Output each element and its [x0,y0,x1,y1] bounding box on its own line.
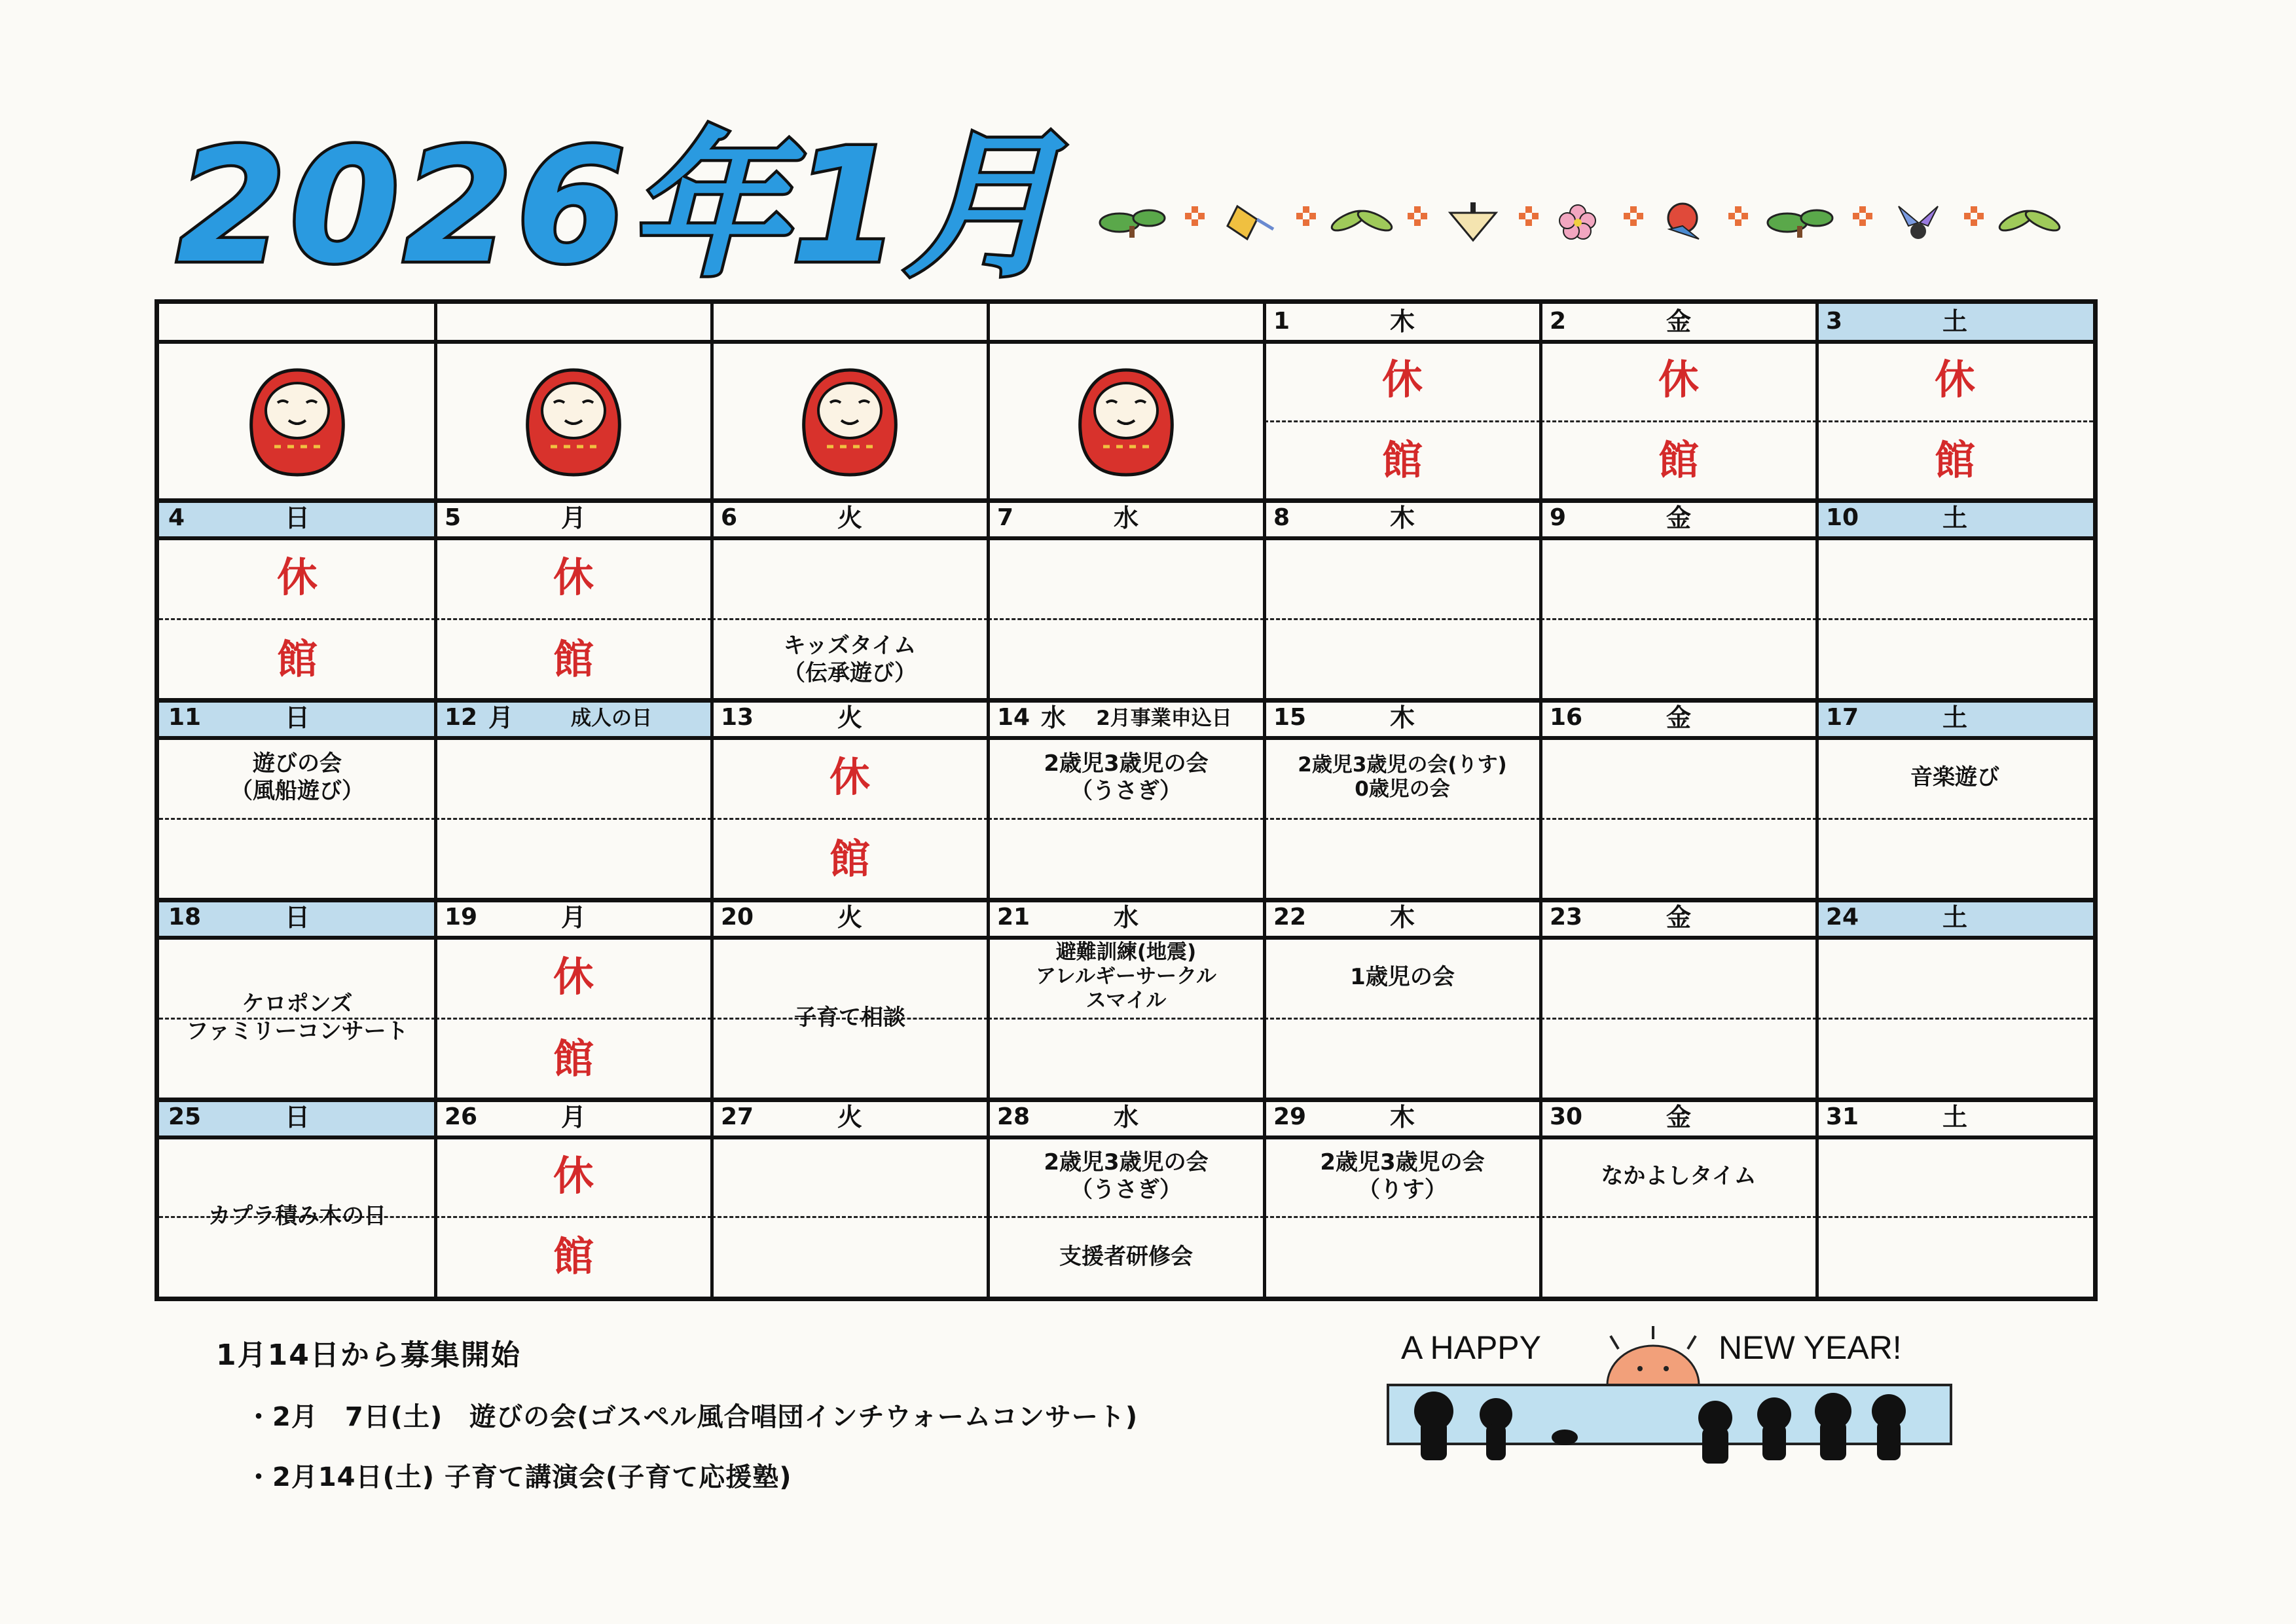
notes-item: ・2月 7日(土) 遊びの会(ゴスペル風合唱団インチウォームコンサート) [246,1402,1139,1432]
day-number: 10 [1826,504,1859,531]
day-number: 14 [997,704,1030,731]
day-of-week: 日 [284,504,310,532]
day-header [712,900,988,940]
day-number: 20 [721,904,754,931]
week-separator [159,698,2093,703]
notes-item: ・2月14日(土) 子育て講演会(子育て応援塾) [246,1462,792,1492]
cell-divider [988,1216,1264,1218]
event-text: 音楽遊び [1910,764,1999,790]
closed-glyph-top: 休 [829,752,870,801]
day-number: 31 [1826,1103,1859,1130]
day-of-week: 土 [1942,903,1967,932]
week-separator [159,498,2093,503]
day-note: 2月事業申込日 [1096,707,1232,730]
cell-divider [435,1018,712,1020]
week-separator [159,898,2093,902]
day-header [712,500,988,540]
event-text: 2歳児3歳児の会 （うさぎ） [1044,1149,1209,1203]
day-header [1817,700,2093,740]
plum-blossom-icon [1559,205,1595,239]
cell-divider [1264,1216,1540,1218]
new-year-ornament-row [1093,193,2088,246]
day-header [1817,900,2093,940]
day-of-week: 火 [837,504,862,532]
lion-dance-icon [1668,204,1699,239]
day-header [159,304,435,344]
cell-divider [435,618,712,620]
day-number: 5 [445,504,462,531]
cell-divider [1817,420,2093,422]
cell-divider [1264,818,1540,820]
cell-divider [159,818,435,820]
day-cell [712,304,988,500]
cell-divider [1540,618,1817,620]
day-header [159,900,435,940]
day-of-week: 水 [1040,703,1066,732]
day-of-week: 水 [1113,1103,1139,1132]
day-cell [1817,700,2093,900]
day-of-week: 木 [1389,1103,1415,1132]
day-cell [1540,1099,1817,1297]
day-cell [1264,700,1540,900]
day-header [159,1099,435,1139]
day-header [1540,1099,1817,1139]
day-of-week: 日 [284,1103,310,1132]
day-number: 28 [997,1103,1030,1130]
event-text: ケロポンズ ファミリーコンサート [186,991,409,1044]
day-cell [1817,304,2093,500]
closed-glyph-bottom: 館 [276,635,318,683]
day-header [435,700,712,740]
day-cell [159,900,435,1099]
cell-divider [1540,818,1817,820]
day-header [1540,304,1817,344]
day-number: 22 [1273,904,1307,931]
day-number: 2 [1550,308,1567,335]
day-header [712,304,988,344]
day-cell [712,500,988,700]
day-of-week: 金 [1666,307,1691,336]
day-of-week: 火 [837,703,862,732]
day-cell [1817,1099,2093,1297]
day-of-week: 木 [1389,903,1415,932]
day-of-week: 月 [488,703,513,732]
happy-new-year-illustration [1375,1323,1964,1493]
pine-icon [1100,210,1165,238]
event-text: カプラ積み木の日 [208,1203,386,1229]
day-number: 7 [997,504,1014,531]
event-text: 避難訓練(地震) アレルギーサークル スマイル [1035,940,1217,1012]
cell-divider [1540,420,1817,422]
day-of-week: 水 [1113,504,1139,532]
closed-glyph-top: 休 [553,1151,594,1200]
day-header [159,500,435,540]
daruma-icon [1070,365,1182,479]
day-of-week: 火 [837,1103,862,1132]
day-header [435,304,712,344]
column-separator [434,304,437,1297]
sunrise-icon [1607,1326,1699,1385]
day-number: 18 [168,904,202,931]
day-cell [1817,500,2093,700]
day-number: 16 [1550,704,1583,731]
event-text: キッズタイム （伝承遊び） [783,632,917,686]
day-number: 4 [168,504,185,531]
event-text: 遊びの会 （風船遊び） [230,750,364,804]
cell-divider [712,1216,988,1218]
day-of-week: 日 [284,903,310,932]
day-cell [159,1099,435,1297]
closed-glyph-top: 休 [276,553,318,601]
calendar-grid [155,299,2098,1301]
day-number: 21 [997,904,1030,931]
day-number: 12 [445,704,478,731]
day-number: 30 [1550,1103,1583,1130]
closed-glyph-bottom: 館 [553,1034,594,1082]
day-header [1264,304,1540,344]
day-number: 6 [721,504,738,531]
bamboo-leaf-icon [1329,207,1394,234]
cell-divider [159,618,435,620]
day-of-week: 日 [284,703,310,732]
cell-divider [1817,618,2093,620]
day-header [1264,1099,1540,1139]
closed-glyph-bottom: 館 [1934,435,1975,484]
day-number: 3 [1826,308,1843,335]
day-cell [988,900,1264,1099]
closed-glyph-top: 休 [553,952,594,1001]
day-cell [988,700,1264,900]
cell-divider [1264,1018,1540,1020]
day-number: 29 [1273,1103,1307,1130]
day-number: 24 [1826,904,1859,931]
day-cell [435,500,712,700]
day-cell [712,1099,988,1297]
day-cell [435,700,712,900]
day-cell [1540,500,1817,700]
day-number: 25 [168,1103,202,1130]
day-cell [712,700,988,900]
event-text: 2歳児3歳児の会 （りす） [1320,1149,1485,1203]
column-separator [987,304,990,1297]
closed-glyph-bottom: 館 [1658,435,1699,484]
day-header [1817,304,2093,344]
day-header [988,900,1264,940]
day-header [988,1099,1264,1139]
column-separator [1815,304,1819,1297]
day-cell [1264,1099,1540,1297]
day-of-week: 土 [1942,307,1967,336]
cell-divider [435,1216,712,1218]
cell-divider [988,1018,1264,1020]
day-of-week: 土 [1942,504,1967,532]
day-header [1264,900,1540,940]
day-header [988,700,1264,740]
day-header [1264,700,1540,740]
day-cell [988,304,1264,500]
closed-glyph-top: 休 [553,553,594,601]
day-header [988,500,1264,540]
day-of-week: 木 [1389,504,1415,532]
notes-heading: 1月14日から募集開始 [216,1338,521,1372]
day-cell [712,900,988,1099]
day-header [1540,700,1817,740]
day-note: 成人の日 [571,707,652,730]
closed-glyph-top: 休 [1381,356,1423,404]
day-header [712,700,988,740]
event-text: 2歳児3歳児の会 （うさぎ） [1044,750,1209,804]
day-of-week: 金 [1666,504,1691,532]
day-cell [159,304,435,500]
day-of-week: 月 [560,903,586,932]
closed-glyph-top: 休 [1658,356,1699,404]
day-header [435,1099,712,1139]
day-number: 1 [1273,308,1290,335]
day-cell [1540,304,1817,500]
column-separator [1263,304,1266,1297]
cell-divider [1540,1018,1817,1020]
day-number: 13 [721,704,754,731]
day-header [159,700,435,740]
daruma-icon [794,365,905,479]
daruma-icon [518,365,629,479]
day-cell [1540,700,1817,900]
day-of-week: 月 [560,1103,586,1132]
calendar-title: 2026年1月 [177,115,1065,298]
day-of-week: 木 [1389,703,1415,732]
cell-divider [712,818,988,820]
day-cell [1540,900,1817,1099]
day-cell [1817,900,2093,1099]
closed-glyph-bottom: 館 [553,635,594,683]
day-cell [435,304,712,500]
day-header [712,1099,988,1139]
day-cell [1264,500,1540,700]
recruitment-notes [216,1336,1138,1496]
shuttlecock-icon [1899,206,1938,239]
event-text: 子育て相談 [794,1005,905,1031]
day-of-week: 木 [1389,307,1415,336]
day-number: 8 [1273,504,1290,531]
day-cell [435,1099,712,1297]
day-header [435,500,712,540]
column-separator [1539,304,1542,1297]
day-header [1817,1099,2093,1139]
cell-divider [1817,1018,2093,1020]
cell-divider [1817,818,2093,820]
day-of-week: 火 [837,903,862,932]
daruma-icon [242,365,353,479]
new-year-text-right: NEW YEAR! [1719,1329,1902,1366]
day-cell [435,900,712,1099]
day-of-week: 月 [560,504,586,532]
cell-divider [435,818,712,820]
day-cell [159,500,435,700]
bamboo-leaf-icon [1997,207,2062,234]
day-of-week: 土 [1942,1103,1967,1132]
event-text: 1歳児の会 [1350,963,1455,990]
closed-glyph-bottom: 館 [553,1232,594,1280]
closed-glyph-bottom: 館 [829,834,870,883]
day-header [988,304,1264,344]
cell-divider [988,818,1264,820]
event-text: なかよしタイム [1601,1162,1757,1189]
day-of-week: 土 [1942,703,1967,732]
cell-divider [712,618,988,620]
day-number: 9 [1550,504,1567,531]
day-cell [1264,900,1540,1099]
cell-divider [1540,1216,1817,1218]
day-of-week: 水 [1113,903,1139,932]
day-of-week: 金 [1666,1103,1691,1132]
cell-divider [1817,1216,2093,1218]
day-cell [1264,304,1540,500]
day-header [435,900,712,940]
day-header [1540,500,1817,540]
day-cell [159,700,435,900]
pine-icon [1768,210,1832,238]
cell-divider [1264,420,1540,422]
day-header [1540,900,1817,940]
day-number: 17 [1826,704,1859,731]
cell-divider [988,618,1264,620]
week-separator [159,1098,2093,1102]
kite-icon [1228,206,1273,239]
spinning-top-icon [1450,202,1496,240]
day-number: 27 [721,1103,754,1130]
day-cell [988,1099,1264,1297]
day-of-week: 金 [1666,903,1691,932]
day-number: 11 [168,704,202,731]
day-number: 23 [1550,904,1583,931]
day-number: 26 [445,1103,478,1130]
day-number: 15 [1273,704,1307,731]
closed-glyph-bottom: 館 [1381,435,1423,484]
new-year-text-left: A HAPPY [1401,1329,1541,1366]
event-text: 支援者研修会 [1059,1243,1193,1270]
event-text: 2歳児3歳児の会(りす) 0歳児の会 [1298,752,1507,801]
closed-glyph-top: 休 [1934,356,1975,404]
column-separator [710,304,714,1297]
day-of-week: 金 [1666,703,1691,732]
day-header [1817,500,2093,540]
day-number: 19 [445,904,478,931]
cell-divider [1264,618,1540,620]
day-header [1264,500,1540,540]
day-cell [988,500,1264,700]
